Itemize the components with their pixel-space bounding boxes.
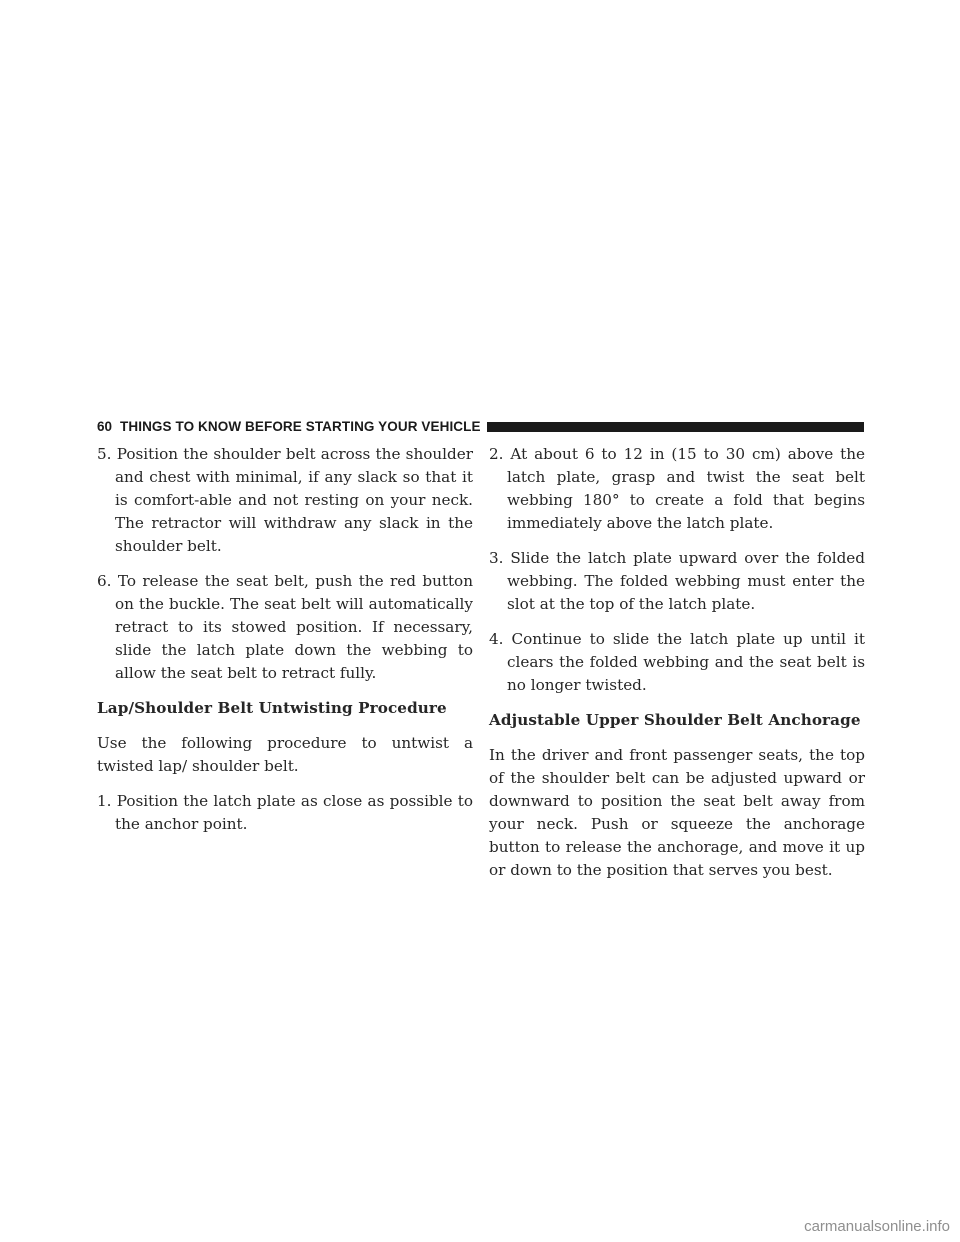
left-column (97, 443, 473, 848)
step-1: 1. Position the latch plate as close as possible to the anchor point. (97, 792, 473, 833)
step-3: 3. Slide the latch plate upward over the folded webbing. The folded webbing must enter the slot at the top of the latch plate. (489, 549, 865, 613)
right-column (489, 443, 865, 894)
anchorage-paragraph: In the driver and front passenger seats, the top of the shoulder belt can be adjusted upward or downward to position the seat belt away from your neck. Push or squeeze the anchorage button to release the anchorage, and move it up or down to the position that serves you best. (489, 746, 865, 879)
page-header (97, 416, 864, 436)
subheading-untwisting-procedure: Lap/Shoulder Belt Untwisting Procedure (97, 699, 447, 717)
page-number: 60 (97, 418, 113, 434)
subheading-shoulder-belt-anchorage: Adjustable Upper Shoulder Belt Anchorage (489, 711, 861, 729)
header-rule (487, 422, 864, 432)
list-item-6: 6. To release the seat belt, push the red button on the buckle. The seat belt will automatically retract to its stowed position. If necessary, slide the latch plate down the webbing to allow the seat belt to retract fully. (97, 572, 473, 682)
step-2: 2. At about 6 to 12 in (15 to 30 cm) above the latch plate, grasp and twist the seat belt webbing 180° to create a fold that begins immediately above the latch plate. (489, 445, 865, 532)
step-4: 4. Continue to slide the latch plate up until it clears the folded webbing and the seat belt is no longer twisted. (489, 630, 865, 694)
list-item-5: 5. Position the shoulder belt across the shoulder and chest with minimal, if any slack so that it is comfort-able and not resting on your neck. The retractor will withdraw any slack in the shoulder belt. (97, 445, 473, 555)
intro-paragraph: Use the following procedure to untwist a twisted lap/ shoulder belt. (97, 734, 473, 775)
section-title: THINGS TO KNOW BEFORE STARTING YOUR VEHICLE (120, 418, 481, 434)
watermark: carmanualsonline.info (660, 1212, 960, 1242)
